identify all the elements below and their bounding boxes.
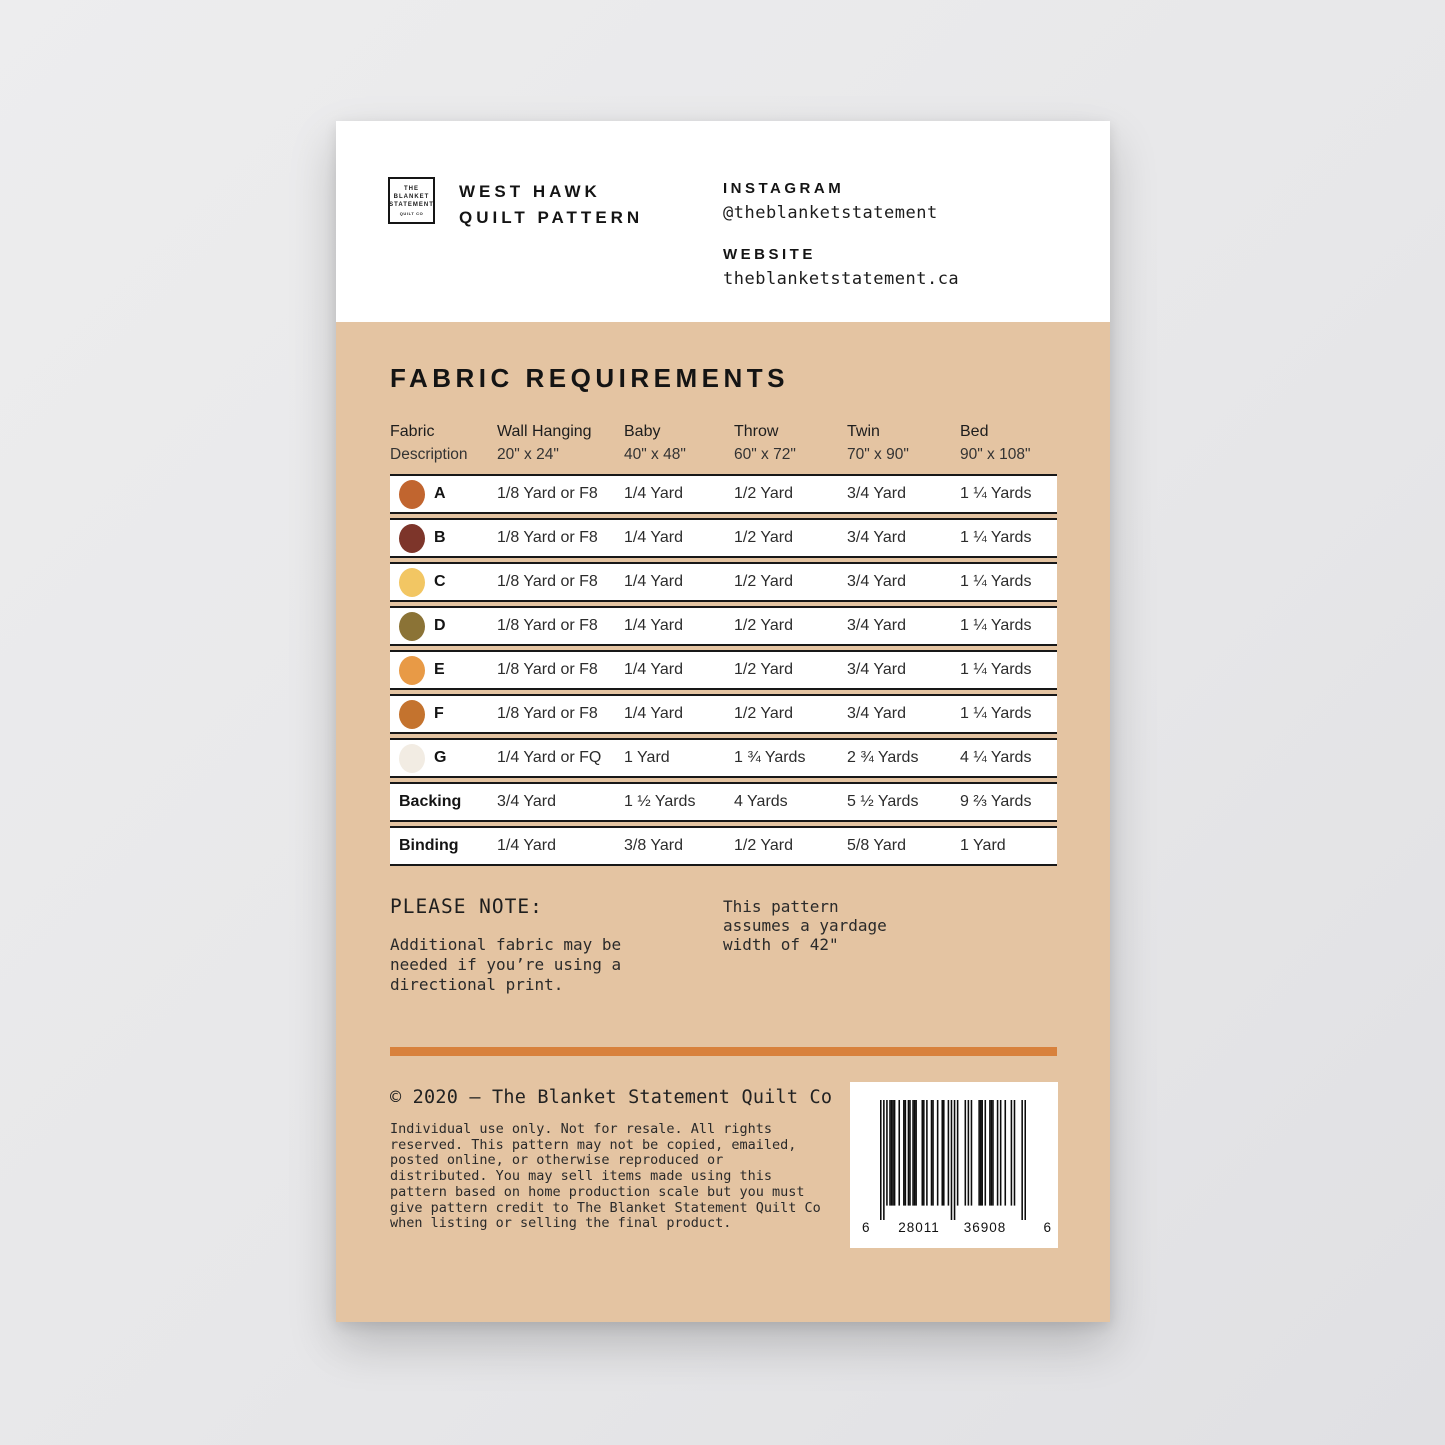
instagram-handle: @theblanketstatement <box>723 203 938 223</box>
note-heading: PLEASE NOTE: <box>390 895 543 918</box>
barcode-bars <box>880 1100 1026 1225</box>
yardage-cell: 3/4 Yard <box>497 793 557 810</box>
column-size: 90" x 108" <box>960 446 1031 463</box>
fabric-table-header <box>390 420 1057 466</box>
yardage-cell: 1 ¾ Yards <box>734 749 806 766</box>
column-label: Baby <box>624 423 661 440</box>
barcode-digit: 28011 <box>898 1220 940 1235</box>
yardage-cell: 1/4 Yard <box>624 705 684 722</box>
yardage-cell: 1/2 Yard <box>734 837 794 854</box>
fabric-cell <box>390 793 497 811</box>
fabric-cell <box>390 480 497 509</box>
fabric-label: Backing <box>399 793 462 810</box>
yardage-cell: 1/2 Yard <box>734 617 794 634</box>
fabric-swatch-g <box>399 744 425 773</box>
fabric-swatch-e <box>399 656 425 685</box>
fabric-table <box>390 420 1057 870</box>
yardage-cell: 1/8 Yard or F8 <box>497 705 598 722</box>
table-row <box>390 738 1057 778</box>
yardage-cell: 3/8 Yard <box>624 837 684 854</box>
logo-text: THE <box>404 186 419 192</box>
column-label: Twin <box>847 423 880 440</box>
table-row <box>390 606 1057 646</box>
table-row <box>390 694 1057 734</box>
barcode-digit: 6 <box>862 1220 870 1235</box>
column-label: Wall Hanging <box>497 423 592 440</box>
fabric-label: D <box>434 617 446 634</box>
yardage-cell: 9 ⅔ Yards <box>960 793 1032 810</box>
column-size: 60" x 72" <box>734 446 796 463</box>
yardage-cell: 1/2 Yard <box>734 705 794 722</box>
website-block <box>723 246 959 289</box>
yardage-cell: 1/4 Yard <box>624 529 684 546</box>
pattern-title-line1: WEST HAWK <box>459 182 601 201</box>
yardage-cell: 3/4 Yard <box>847 661 907 678</box>
table-row <box>390 518 1057 558</box>
yardage-cell: 3/4 Yard <box>847 573 907 590</box>
brand-logo <box>388 177 435 224</box>
yardage-cell: 1/4 Yard <box>624 617 684 634</box>
barcode-digit: 36908 <box>963 1220 1007 1235</box>
fabric-label: F <box>434 705 444 722</box>
yardage-cell: 1 ¼ Yards <box>960 485 1032 502</box>
copyright-line: © 2020 — The Blanket Statement Quilt Co <box>390 1087 833 1108</box>
fabric-label: C <box>434 573 446 590</box>
yardage-cell: 4 ¼ Yards <box>960 749 1032 766</box>
fabric-cell <box>390 700 497 729</box>
yardage-cell: 5/8 Yard <box>847 837 907 854</box>
column-label: Bed <box>960 423 989 440</box>
table-row <box>390 826 1057 866</box>
pattern-title <box>459 179 643 231</box>
fabric-label: B <box>434 529 446 546</box>
yardage-cell: 1/8 Yard or F8 <box>497 529 598 546</box>
yardage-cell: 1/4 Yard <box>624 485 684 502</box>
yardage-cell: 3/4 Yard <box>847 485 907 502</box>
fabric-label: G <box>434 749 447 766</box>
table-column-header <box>734 420 847 466</box>
fabric-cell <box>390 612 497 641</box>
yardage-cell: 1 Yard <box>624 749 670 766</box>
column-size: 20" x 24" <box>497 446 559 463</box>
table-column-header <box>497 420 624 466</box>
yardage-cell: 1/2 Yard <box>734 661 794 678</box>
table-column-header <box>390 420 497 466</box>
yardage-cell: 1/2 Yard <box>734 529 794 546</box>
website-url: theblanketstatement.ca <box>723 269 960 289</box>
fabric-label: Binding <box>399 837 459 854</box>
instagram-block <box>723 180 938 223</box>
section-title: FABRIC REQUIREMENTS <box>390 363 789 393</box>
orange-divider <box>390 1047 1057 1056</box>
yardage-cell: 1 Yard <box>960 837 1006 854</box>
column-size: 40" x 48" <box>624 446 686 463</box>
legal-text: Individual use only. Not for resale. All rights reserved. This pattern may not be copied, emailed, posted online, or otherwise reproduced or distributed. You may sell items made using this pattern based on home production scale but you must give pattern credit to The Blanket Statement Quilt Co when listing or selling the final product. <box>390 1121 821 1232</box>
fabric-label: E <box>434 661 445 678</box>
yardage-cell: 1/4 Yard <box>624 661 684 678</box>
yardage-cell: 1/2 Yard <box>734 573 794 590</box>
notes-section <box>390 895 1057 995</box>
table-row <box>390 782 1057 822</box>
yardage-cell: 1/8 Yard or F8 <box>497 661 598 678</box>
table-column-header <box>847 420 960 466</box>
yardage-cell: 1/4 Yard or FQ <box>497 749 602 766</box>
fabric-cell <box>390 744 497 773</box>
pattern-back-cover <box>336 121 1110 1322</box>
column-label: Fabric <box>390 423 435 440</box>
yardage-cell: 1/4 Yard <box>497 837 557 854</box>
note-right-text: This pattern assumes a yardage width of 42" <box>723 897 887 954</box>
yardage-cell: 1/2 Yard <box>734 485 794 502</box>
fabric-cell <box>390 568 497 597</box>
fabric-swatch-a <box>399 480 425 509</box>
logo-subtext: QUILT CO <box>399 211 424 216</box>
table-row <box>390 562 1057 602</box>
logo-text: STATEMENT <box>389 202 434 208</box>
yardage-cell: 1/8 Yard or F8 <box>497 485 598 502</box>
column-size: 70" x 90" <box>847 446 909 463</box>
yardage-cell: 1/4 Yard <box>624 573 684 590</box>
fabric-table-body <box>390 474 1057 866</box>
table-row <box>390 474 1057 514</box>
yardage-cell: 2 ¾ Yards <box>847 749 919 766</box>
fabric-swatch-f <box>399 700 425 729</box>
yardage-cell: 1 ¼ Yards <box>960 529 1032 546</box>
yardage-cell: 5 ½ Yards <box>847 793 919 810</box>
barcode <box>850 1082 1058 1248</box>
fabric-cell <box>390 524 497 553</box>
fabric-swatch-b <box>399 524 425 553</box>
fabric-label: A <box>434 485 446 502</box>
fabric-cell <box>390 837 497 855</box>
pattern-title-line2: QUILT PATTERN <box>459 208 644 227</box>
fabric-swatch-d <box>399 612 425 641</box>
table-column-header <box>624 420 734 466</box>
yardage-cell: 1 ¼ Yards <box>960 573 1032 590</box>
column-label: Throw <box>734 423 779 440</box>
yardage-cell: 3/4 Yard <box>847 617 907 634</box>
table-row <box>390 650 1057 690</box>
note-left-text: Additional fabric may be needed if you’re using a directional print. <box>390 935 622 994</box>
instagram-label: INSTAGRAM <box>723 180 845 197</box>
yardage-cell: 3/4 Yard <box>847 529 907 546</box>
yardage-cell: 1 ½ Yards <box>624 793 696 810</box>
website-label: WEBSITE <box>723 246 816 263</box>
fabric-cell <box>390 656 497 685</box>
yardage-cell: 1/8 Yard or F8 <box>497 617 598 634</box>
yardage-cell: 1 ¼ Yards <box>960 661 1032 678</box>
yardage-cell: 1 ¼ Yards <box>960 617 1032 634</box>
barcode-digit: 6 <box>1043 1220 1051 1235</box>
fabric-swatch-c <box>399 568 425 597</box>
yardage-cell: 3/4 Yard <box>847 705 907 722</box>
yardage-cell: 1/8 Yard or F8 <box>497 573 598 590</box>
yardage-cell: 1 ¼ Yards <box>960 705 1032 722</box>
table-column-header <box>960 420 1057 466</box>
yardage-cell: 4 Yards <box>734 793 788 810</box>
column-size: Description <box>390 446 468 463</box>
logo-text: BLANKET <box>393 194 430 200</box>
